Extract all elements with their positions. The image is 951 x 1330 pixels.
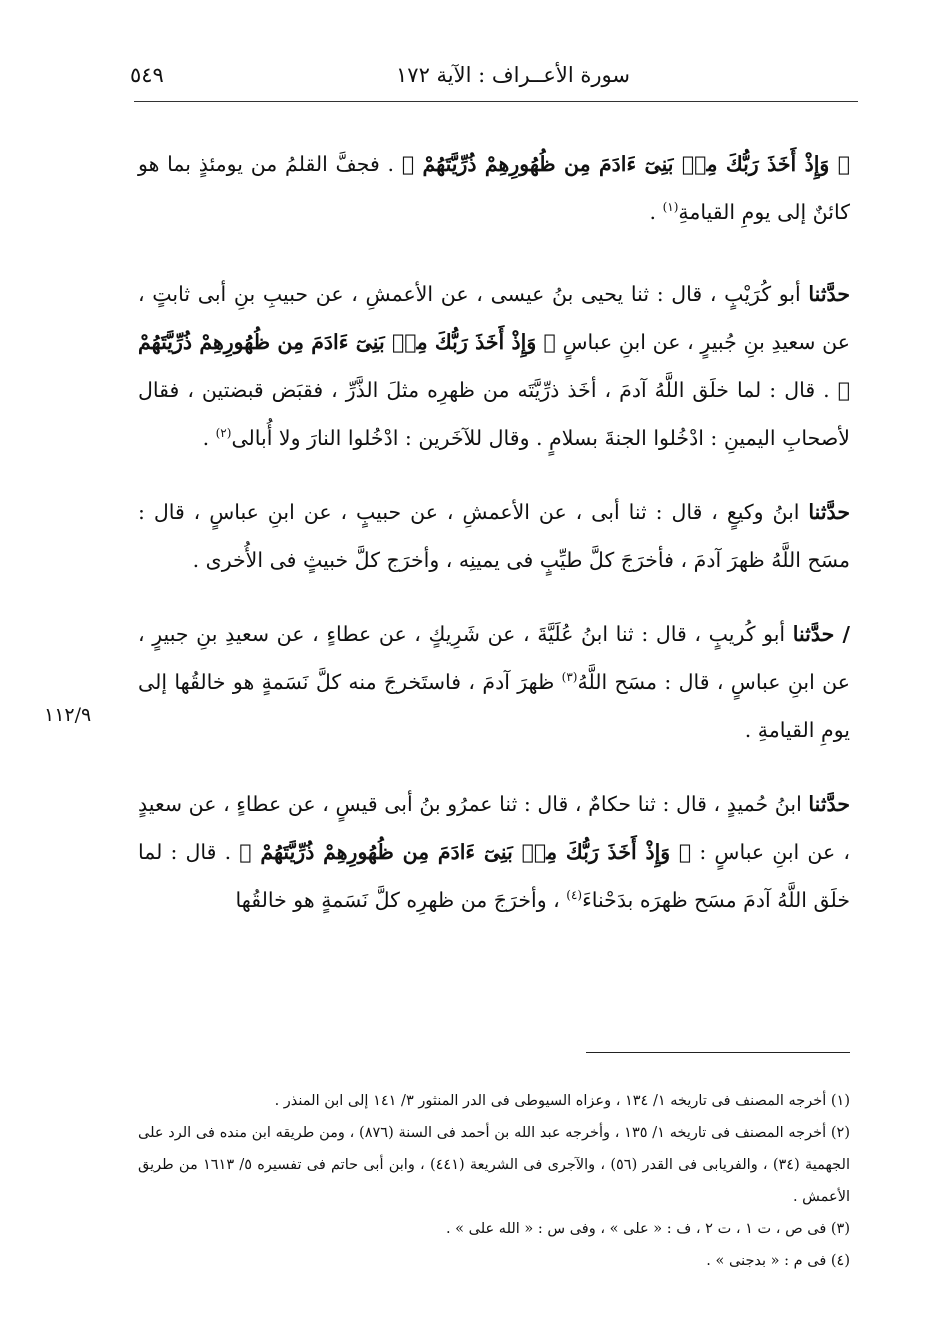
quran-verse: ﴿ وَإِذْ أَخَذَ رَبُّكَ مِنۢ بَنِىٓ ءَادَمَ مِن ظُهُورِهِمْ ذُرِّيَّتَهُمْ ﴾ [138,330,850,402]
paragraph-2 [138,270,850,462]
paragraph-end: . [202,426,216,450]
footnote-1: (١) أخرجه المصنف فى تاريخه ١/ ١٣٤ ، وعزاه السيوطى فى الدر المنثور ٣/ ١٤١ إلى ابن المنذر . [274,1093,850,1109]
hadith-lead: حدَّثنا [792,622,835,646]
paragraph-1 [138,140,850,236]
footnote-2: (٢) أخرجه المصنف فى تاريخه ١/ ١٣٥ ، وأخرجه عبد الله بن أحمد فى السنة (٨٧٦) ، ومن طريقه ابن منده فى الرد على الجهمية (٣٤) ، والفريابى فى القدر (٥٦) ، والآجرى فى الشريعة (٤٤١) ، وابن أبى حاتم فى تفسيره ٥/ ١٦١٣ من طريق الأعمش . [138,1125,850,1205]
running-title: سورة الأعــراف : الآية ١٧٢ [396,63,630,87]
footnotes [138,1085,850,1277]
main-text [138,140,850,950]
paragraph-text: . قال : لما خلَق اللَّهُ آدمَ ، أخَذ ذرِّيَّتَه من ظهرِه مثلَ الذَّرِّ ، فقبَض قبضتين ، فقال لأصحابِ اليمينِ : ادْخُلوا الجنةَ بسلامٍ . وقال للآخَرين : ادْخُلوا النارَ ولا أُبالى [138,378,850,450]
paragraph-text: أبو كُريبٍ ، قال : ثنا ابنُ عُلَيَّةَ ، عن شَرِيكٍ ، عن عطاءٍ ، عن سعيدِ بنِ جبيرٍ ، عن ابنِ عباسٍ ، قال : مسَح اللَّهُ [138,622,850,694]
paragraph-text: . فجفَّ القلمُ من يومئذٍ بما هو كائنٌ إلى يومِ القيامةِ [138,152,850,224]
paragraph-end: . [649,200,663,224]
page-number: ٥٤٩ [130,63,164,87]
header-rule [134,101,858,102]
paragraph-text: ، وأخرَجَ من ظهرِه كلَّ نَسَمةٍ هو خالقُها [235,888,567,912]
paragraph-text: أبو كُرَيْبٍ ، قال : ثنا يحيى بنُ عيسى ، عن الأعمشِ ، عن حبيبِ بنِ أبى ثابتٍ ، عن سعيدِ بنِ جُبيرٍ ، عن ابنِ عباسٍ [138,282,851,354]
page-break-marker: / [834,622,851,646]
margin-reference: ١١٢/٩ [44,704,92,726]
hadith-lead: حدَّثنا [808,500,850,524]
paragraph-text: . قال : لما خلَق اللَّهُ آدمَ مسَح ظهرَه بدَحْناءَ [138,840,850,912]
footnote-ref-1: (١) [662,200,679,215]
footnote-3: (٣) فى ص ، ت ١ ، ت ٢ ، ف : « على » ، وفى س : « الله على » . [445,1221,850,1237]
footnote-rule [586,1052,850,1053]
hadith-lead: حدَّثنا [808,792,850,816]
page-header [130,60,860,100]
footnote-ref-4: (٤) [566,888,583,903]
paragraph-text: ابنُ حُميدٍ ، قال : ثنا حكامٌ ، قال : ثنا عمرُو بنُ أبى قيسٍ ، عن عطاءٍ ، عن سعيدٍ ، عن ابنِ عباسٍ : [138,792,850,864]
quran-verse: ﴿ وَإِذْ أَخَذَ رَبُّكَ مِنۢ بَنِىٓ ءَادَمَ مِن ظُهُورِهِمْ ذُرِّيَّتَهُمْ ﴾ [239,840,692,864]
paragraph-4 [138,610,850,754]
hadith-lead: حدَّثنا [808,282,850,306]
paragraph-text: ظهرَ آدمَ ، فاستَخرجَ منه كلَّ نَسَمةٍ هو خالقُها إلى يومِ القيامةِ . [138,670,850,742]
footnote-ref-2: (٢) [215,426,232,441]
quran-verse: ﴿ وَإِذْ أَخَذَ رَبُّكَ مِنۢ بَنِىٓ ءَادَمَ مِن ظُهُورِهِمْ ذُرِّيَّتَهُمْ ﴾ [401,152,850,176]
paragraph-3 [138,488,850,584]
footnote-ref-3: (٣) [561,670,578,685]
footnote-4: (٤) فى م : « بدجنى » . [706,1253,850,1269]
paragraph-5 [138,780,850,924]
paragraph-text: ابنُ وكيعٍ ، قال : ثنا أبى ، عن الأعمشِ ، عن حبيبٍ ، عن ابنِ عباسٍ ، قال : مسَح اللَّهُ ظهرَ آدمَ ، فأخرَجَ كلَّ طيِّبٍ فى يمينِه ، وأخرَج كلَّ خبيثٍ فى الأُخرى . [138,500,850,572]
